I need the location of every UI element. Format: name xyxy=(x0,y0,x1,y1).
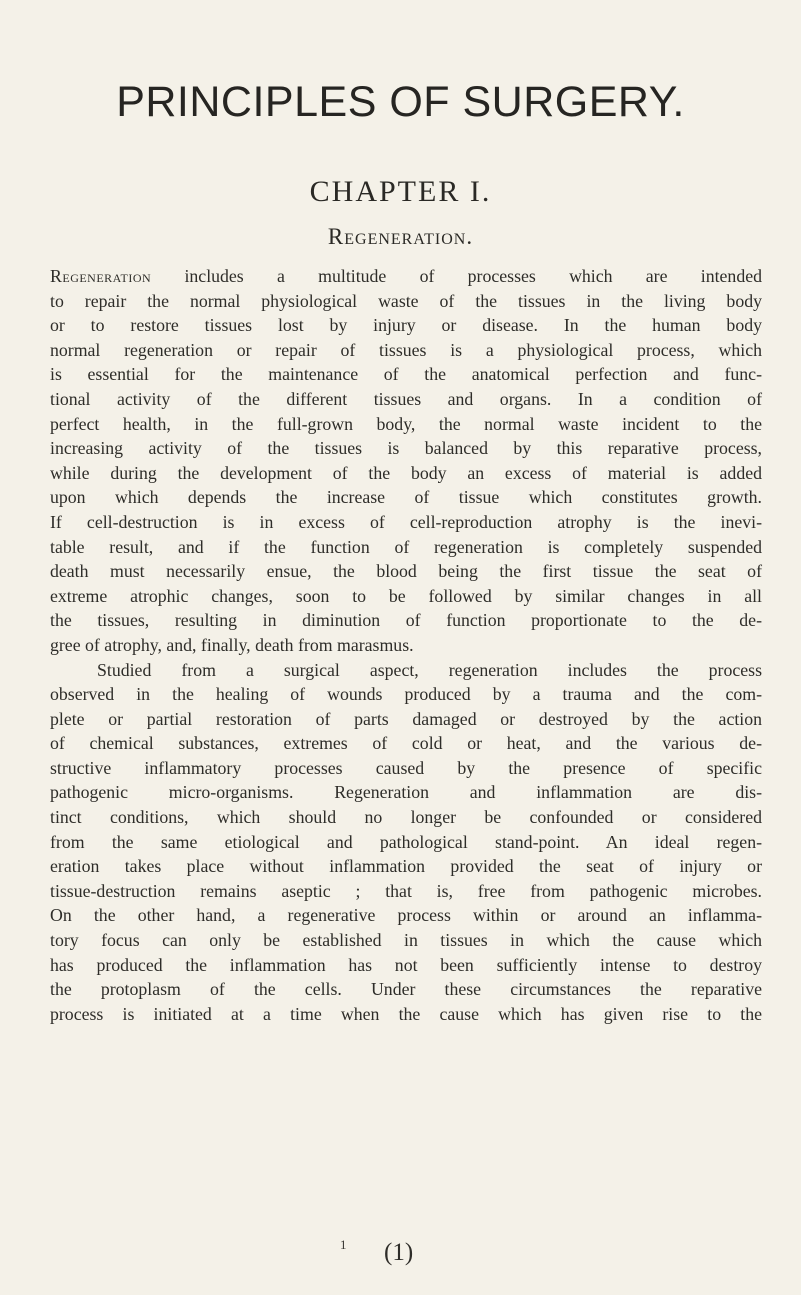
text-line: gree of atrophy, and, finally, death from marasmus. xyxy=(50,634,414,655)
paragraph-1 xyxy=(50,264,762,658)
text-line: perfect health, in the full-grown body, the normal waste incident to the xyxy=(50,413,762,434)
text-line: to repair the normal physiological waste of the tissues in the living body xyxy=(50,290,762,311)
text-line: observed in the healing of wounds produced by a trauma and the com- xyxy=(50,684,762,705)
text-line: If cell-destruction is in excess of cell-reproduction atrophy is the inevi- xyxy=(50,511,762,532)
text-line xyxy=(50,264,762,289)
text-line: plete or partial restoration of parts damaged or destroyed by the action xyxy=(50,708,762,729)
text-line: or to restore tissues lost by injury or disease. In the human body xyxy=(50,315,762,336)
text-line: the protoplasm of the cells. Under these circumstances the reparative xyxy=(50,979,762,1000)
first-line-rest: includes a multitude of processes which are intended xyxy=(184,266,762,286)
text-line: Studied from a surgical aspect, regeneration includes the process xyxy=(97,659,762,680)
text-line: structive inflammatory processes caused by the presence of specific xyxy=(50,757,762,778)
text-line: tissue-destruction remains aseptic ; that is, free from pathogenic microbes. xyxy=(50,880,762,901)
paragraph-2 xyxy=(50,658,762,1027)
text-line: death must necessarily ensue, the blood being the first tissue the seat of xyxy=(50,561,762,582)
page-footer xyxy=(0,1237,801,1277)
text-line: tinct conditions, which should no longer be confounded or considered xyxy=(50,807,762,828)
text-line: is essential for the maintenance of the anatomical perfection and func- xyxy=(50,364,762,385)
text-line: tional activity of the different tissues and organs. In a condition of xyxy=(50,388,762,409)
chapter-heading: CHAPTER I. xyxy=(309,175,492,208)
signature-mark: 1 xyxy=(340,1237,347,1252)
lead-word: Regeneration xyxy=(50,266,152,286)
section-heading: Regeneration. xyxy=(327,224,474,249)
text-line: pathogenic micro-organisms. Regeneration and inflammation are dis- xyxy=(50,782,762,803)
body-text xyxy=(50,264,762,1026)
text-line: table result, and if the function of regeneration is completely suspended xyxy=(50,536,762,557)
text-line: tory focus can only be established in tissues in which the cause which xyxy=(50,930,762,951)
book-title: PRINCIPLES OF SURGERY. xyxy=(116,78,685,126)
text-line: extreme atrophic changes, soon to be followed by similar changes in all xyxy=(50,585,762,606)
text-line: normal regeneration or repair of tissues is a physiological process, which xyxy=(50,339,762,360)
page-number: (1) xyxy=(384,1239,414,1266)
text-line: On the other hand, a regenerative process within or around an inflamma- xyxy=(50,905,762,926)
text-line: eration takes place without inflammation provided the seat of injury or xyxy=(50,856,762,877)
text-line: process is initiated at a time when the cause which has given rise to the xyxy=(50,1003,762,1024)
text-line: of chemical substances, extremes of cold or heat, and the various de- xyxy=(50,733,762,754)
text-line: while during the development of the body an excess of material is added xyxy=(50,462,762,483)
text-line: from the same etiological and pathological stand-point. An ideal regen- xyxy=(50,831,762,852)
text-line: the tissues, resulting in diminution of function proportionate to the de- xyxy=(50,610,762,631)
text-line: has produced the inflammation has not been sufficiently intense to destroy xyxy=(50,954,762,975)
text-line: upon which depends the increase of tissue which constitutes growth. xyxy=(50,487,762,508)
text-line: increasing activity of the tissues is balanced by this reparative process, xyxy=(50,438,762,459)
